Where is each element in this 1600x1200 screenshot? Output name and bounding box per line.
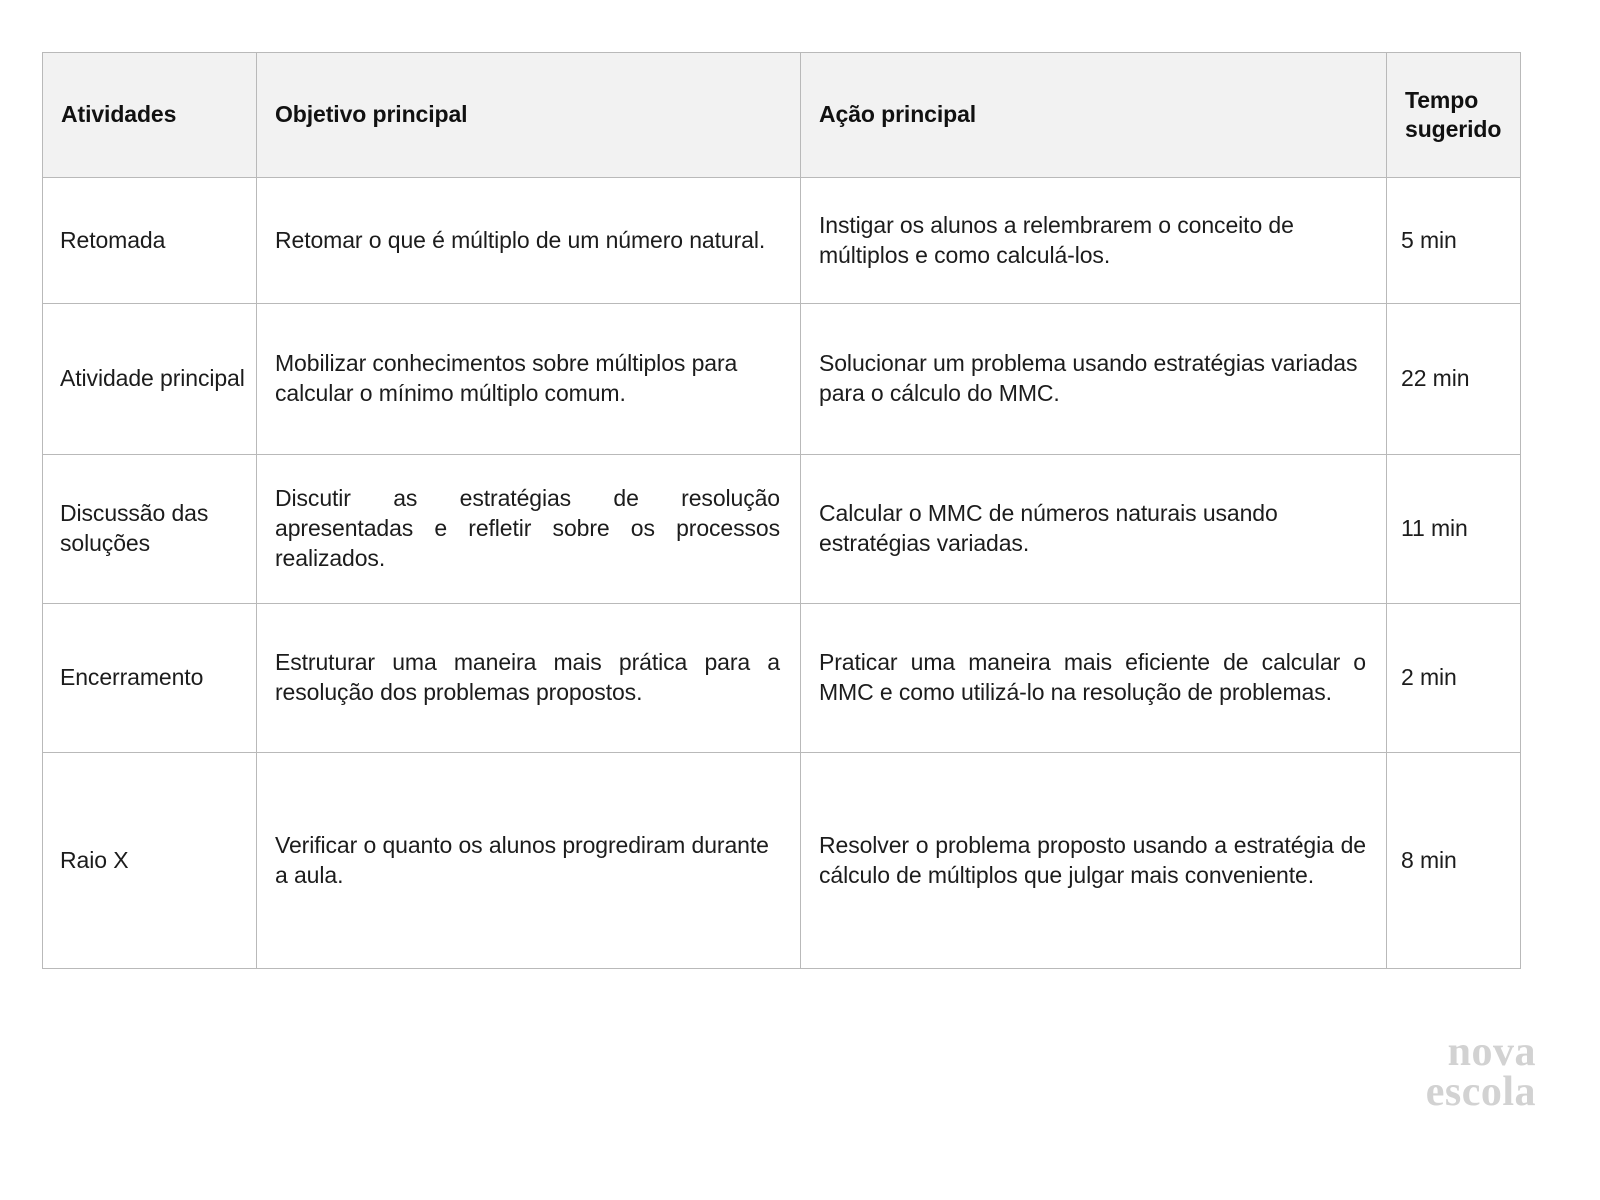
cell-tempo: 11 min [1387, 455, 1521, 604]
table-header [43, 53, 1521, 178]
cell-acao: Instigar os alunos a relembrarem o conceito de múltiplos e como calculá-los. [801, 178, 1387, 304]
column-header-objetivo-label: Objetivo principal [275, 101, 468, 128]
column-header-atividades-label: Atividades [61, 101, 177, 128]
cell-acao: Calcular o MMC de números naturais usando estratégias variadas. [801, 455, 1387, 604]
cell-objetivo: Retomar o que é múltiplo de um número natural. [257, 178, 801, 304]
cell-tempo: 22 min [1387, 304, 1521, 455]
cell-atividade: Atividade principal [43, 304, 257, 455]
nova-escola-logo [1356, 1029, 1536, 1116]
cell-tempo: 5 min [1387, 178, 1521, 304]
cell-objetivo: Estruturar uma maneira mais prática para a resolução dos problemas propostos. [257, 604, 801, 753]
table-body [43, 178, 1521, 969]
header-row [43, 53, 1521, 178]
column-header-objetivo [257, 53, 801, 178]
cell-objetivo: Verificar o quanto os alunos progrediram durante a aula. [257, 753, 801, 969]
column-header-tempo [1387, 53, 1521, 178]
column-header-atividades [43, 53, 257, 178]
column-header-tempo-label: Tempo sugerido [1405, 86, 1502, 142]
table-row [43, 455, 1521, 604]
lesson-plan-table [42, 52, 1521, 969]
logo-line-escola: escola [1425, 1069, 1536, 1116]
cell-atividade: Raio X [43, 753, 257, 969]
cell-tempo: 2 min [1387, 604, 1521, 753]
cell-acao: Resolver o problema proposto usando a estratégia de cálculo de múltiplos que julgar mais conveniente. [801, 753, 1387, 969]
cell-atividade: Discussão das soluções [43, 455, 257, 604]
cell-objetivo: Discutir as estratégias de resolução apresentadas e refletir sobre os processos realizados. [257, 455, 801, 604]
column-header-acao-label: Ação principal [819, 101, 977, 128]
logo-line-nova: nova [1447, 1029, 1536, 1075]
table-row [43, 753, 1521, 969]
cell-atividade: Retomada [43, 178, 257, 304]
cell-atividade: Encerramento [43, 604, 257, 753]
cell-tempo: 8 min [1387, 753, 1521, 969]
table-row [43, 304, 1521, 455]
cell-acao: Solucionar um problema usando estratégias variadas para o cálculo do MMC. [801, 304, 1387, 455]
table-row [43, 604, 1521, 753]
cell-objetivo: Mobilizar conhecimentos sobre múltiplos para calcular o mínimo múltiplo comum. [257, 304, 801, 455]
cell-acao: Praticar uma maneira mais eficiente de calcular o MMC e como utilizá-lo na resolução de problemas. [801, 604, 1387, 753]
column-header-acao [801, 53, 1387, 178]
table-row [43, 178, 1521, 304]
